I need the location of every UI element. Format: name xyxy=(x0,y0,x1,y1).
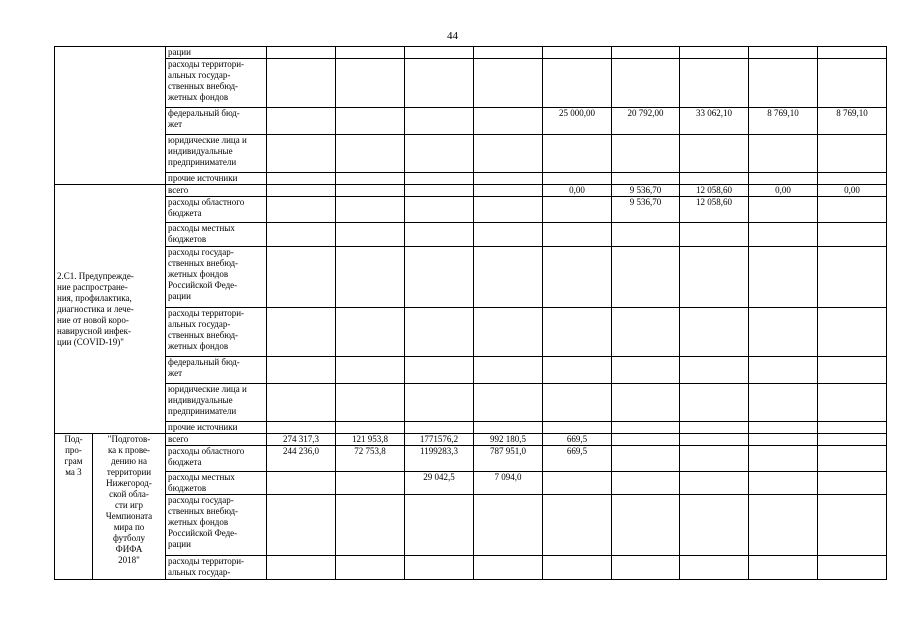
table-row xyxy=(55,422,887,434)
value-cell xyxy=(336,556,405,580)
value-cell xyxy=(680,308,749,357)
value-cell xyxy=(336,108,405,135)
subprogram-name: "Подготов- ка к прове- дению на территории Нижегород- ской обла- сти игр Чемпионата мира по футболу ФИФА 2018" xyxy=(93,434,166,580)
value-cell xyxy=(543,47,612,59)
value-cell xyxy=(267,173,336,185)
value-cell xyxy=(267,357,336,384)
value-cell xyxy=(612,247,680,308)
table-row xyxy=(55,472,887,495)
value-cell xyxy=(818,472,887,495)
value-cell xyxy=(267,185,336,197)
table-row xyxy=(55,47,887,59)
measure-description xyxy=(55,47,166,185)
value-cell: 20 792,00 xyxy=(612,108,680,135)
value-cell xyxy=(749,434,818,446)
value-cell xyxy=(543,495,612,556)
value-cell: 33 062,10 xyxy=(680,108,749,135)
value-cell xyxy=(543,472,612,495)
funding-source-cell: расходы территори- альных государ- xyxy=(166,556,267,580)
funding-source-cell: прочие источники xyxy=(166,173,267,185)
table-row xyxy=(55,197,887,223)
value-cell xyxy=(474,357,543,384)
value-cell: 9 536,70 xyxy=(612,185,680,197)
value-cell xyxy=(543,357,612,384)
value-cell xyxy=(267,308,336,357)
value-cell: 992 180,5 xyxy=(474,434,543,446)
value-cell xyxy=(749,357,818,384)
value-cell xyxy=(405,108,474,135)
value-cell: 669,5 xyxy=(543,446,612,472)
value-cell xyxy=(336,357,405,384)
value-cell xyxy=(405,422,474,434)
value-cell xyxy=(612,446,680,472)
value-cell xyxy=(267,47,336,59)
value-cell xyxy=(818,357,887,384)
value-cell xyxy=(474,47,543,59)
value-cell xyxy=(612,495,680,556)
value-cell xyxy=(818,384,887,422)
value-cell xyxy=(267,556,336,580)
value-cell: 8 769,10 xyxy=(749,108,818,135)
value-cell xyxy=(336,185,405,197)
table-row xyxy=(55,357,887,384)
value-cell xyxy=(474,59,543,108)
value-cell xyxy=(267,223,336,247)
value-cell: 8 769,10 xyxy=(818,108,887,135)
value-cell xyxy=(336,59,405,108)
value-cell: 0,00 xyxy=(543,185,612,197)
value-cell: 274 317,3 xyxy=(267,434,336,446)
table-row xyxy=(55,59,887,108)
table-row xyxy=(55,135,887,173)
value-cell xyxy=(749,495,818,556)
value-cell xyxy=(336,173,405,185)
value-cell xyxy=(474,223,543,247)
value-cell xyxy=(749,472,818,495)
value-cell xyxy=(405,47,474,59)
value-cell xyxy=(680,223,749,247)
value-cell: 1199283,3 xyxy=(405,446,474,472)
funding-source-cell: расходы государ- ственных внебюд- жетных фондов Российской Феде- рации xyxy=(166,247,267,308)
value-cell xyxy=(543,556,612,580)
value-cell xyxy=(474,185,543,197)
value-cell xyxy=(336,308,405,357)
value-cell xyxy=(405,185,474,197)
value-cell xyxy=(818,495,887,556)
value-cell xyxy=(680,472,749,495)
funding-source-cell: расходы территори- альных государ- ственных внебюд- жетных фондов xyxy=(166,308,267,357)
value-cell xyxy=(543,197,612,223)
value-cell xyxy=(680,446,749,472)
value-cell xyxy=(749,247,818,308)
value-cell xyxy=(405,308,474,357)
value-cell xyxy=(680,247,749,308)
value-cell xyxy=(749,556,818,580)
value-cell xyxy=(749,384,818,422)
funding-source-cell: юридические лица и индивидуальные предприниматели xyxy=(166,135,267,173)
value-cell xyxy=(543,308,612,357)
value-cell xyxy=(612,135,680,173)
value-cell: 787 951,0 xyxy=(474,446,543,472)
value-cell xyxy=(543,247,612,308)
table-row xyxy=(55,495,887,556)
value-cell xyxy=(474,384,543,422)
value-cell: 0,00 xyxy=(749,185,818,197)
value-cell xyxy=(680,434,749,446)
value-cell xyxy=(543,135,612,173)
value-cell xyxy=(405,357,474,384)
funding-source-cell: расходы местных бюджетов xyxy=(166,472,267,495)
value-cell: 9 536,70 xyxy=(612,197,680,223)
value-cell xyxy=(543,384,612,422)
value-cell xyxy=(405,495,474,556)
value-cell xyxy=(405,223,474,247)
value-cell xyxy=(818,223,887,247)
value-cell xyxy=(818,422,887,434)
value-cell xyxy=(680,173,749,185)
value-cell xyxy=(474,173,543,185)
value-cell xyxy=(612,173,680,185)
value-cell xyxy=(405,247,474,308)
value-cell xyxy=(336,197,405,223)
value-cell xyxy=(612,472,680,495)
value-cell xyxy=(405,384,474,422)
value-cell xyxy=(267,384,336,422)
value-cell xyxy=(267,422,336,434)
value-cell xyxy=(680,357,749,384)
value-cell xyxy=(612,47,680,59)
value-cell xyxy=(749,173,818,185)
value-cell xyxy=(267,108,336,135)
value-cell xyxy=(336,135,405,173)
value-cell xyxy=(612,434,680,446)
value-cell xyxy=(818,556,887,580)
funding-source-cell: расходы государ- ственных внебюд- жетных фондов Российской Феде- рации xyxy=(166,495,267,556)
value-cell xyxy=(336,472,405,495)
value-cell xyxy=(818,197,887,223)
value-cell xyxy=(680,47,749,59)
value-cell: 0,00 xyxy=(818,185,887,197)
value-cell: 12 058,60 xyxy=(680,197,749,223)
value-cell xyxy=(749,223,818,247)
funding-source-cell: расходы областного бюджета xyxy=(166,197,267,223)
funding-source-cell: расходы местных бюджетов xyxy=(166,223,267,247)
table-row xyxy=(55,446,887,472)
value-cell: 1771576,2 xyxy=(405,434,474,446)
value-cell xyxy=(818,247,887,308)
value-cell xyxy=(612,59,680,108)
value-cell xyxy=(405,173,474,185)
funding-source-cell: федеральный бюд- жет xyxy=(166,108,267,135)
funding-source-cell: юридические лица и индивидуальные предприниматели xyxy=(166,384,267,422)
value-cell xyxy=(749,446,818,472)
value-cell xyxy=(680,422,749,434)
funding-source-cell: федеральный бюд- жет xyxy=(166,357,267,384)
value-cell xyxy=(267,135,336,173)
value-cell xyxy=(612,223,680,247)
value-cell xyxy=(749,135,818,173)
value-cell xyxy=(612,357,680,384)
value-cell: 121 953,8 xyxy=(336,434,405,446)
value-cell xyxy=(543,59,612,108)
value-cell xyxy=(267,59,336,108)
budget-table xyxy=(54,46,887,580)
value-cell: 7 094,0 xyxy=(474,472,543,495)
value-cell xyxy=(749,197,818,223)
value-cell xyxy=(474,422,543,434)
subprogram-label: Под- про- грам ма 3 xyxy=(55,434,93,580)
value-cell xyxy=(405,197,474,223)
table-row xyxy=(55,556,887,580)
value-cell xyxy=(680,59,749,108)
value-cell xyxy=(818,446,887,472)
page-number: 44 xyxy=(447,30,458,42)
value-cell xyxy=(818,308,887,357)
value-cell xyxy=(474,247,543,308)
funding-source-cell: всего xyxy=(166,434,267,446)
value-cell xyxy=(680,384,749,422)
table-row xyxy=(55,223,887,247)
value-cell xyxy=(818,59,887,108)
value-cell xyxy=(612,308,680,357)
value-cell: 244 236,0 xyxy=(267,446,336,472)
value-cell xyxy=(336,223,405,247)
value-cell xyxy=(749,422,818,434)
value-cell xyxy=(612,556,680,580)
table-row xyxy=(55,108,887,135)
value-cell xyxy=(474,108,543,135)
value-cell xyxy=(612,384,680,422)
table-row xyxy=(55,247,887,308)
value-cell xyxy=(749,59,818,108)
value-cell xyxy=(680,135,749,173)
value-cell xyxy=(474,556,543,580)
value-cell xyxy=(543,422,612,434)
value-cell xyxy=(405,135,474,173)
value-cell xyxy=(543,173,612,185)
funding-source-cell: прочие источники xyxy=(166,422,267,434)
value-cell xyxy=(818,135,887,173)
value-cell xyxy=(612,422,680,434)
funding-source-cell: расходы территори- альных государ- ственных внебюд- жетных фондов xyxy=(166,59,267,108)
value-cell: 669,5 xyxy=(543,434,612,446)
value-cell xyxy=(267,197,336,223)
table-row xyxy=(55,434,887,446)
value-cell xyxy=(818,47,887,59)
measure-description: 2.С1. Предупрежде- ние распростране- ния, профилактика, диагностика и лече- ние от новой коро- навирусной инфек- ции (COVID-19)" xyxy=(55,185,166,434)
value-cell xyxy=(336,422,405,434)
value-cell xyxy=(405,59,474,108)
funding-source-cell: рации xyxy=(166,47,267,59)
table-row xyxy=(55,173,887,185)
value-cell: 72 753,8 xyxy=(336,446,405,472)
value-cell xyxy=(336,384,405,422)
table-row xyxy=(55,308,887,357)
value-cell xyxy=(818,173,887,185)
value-cell xyxy=(267,495,336,556)
value-cell xyxy=(474,308,543,357)
table-row xyxy=(55,384,887,422)
table-row xyxy=(55,185,887,197)
value-cell xyxy=(267,247,336,308)
value-cell xyxy=(405,556,474,580)
value-cell xyxy=(336,47,405,59)
value-cell xyxy=(680,556,749,580)
value-cell xyxy=(749,47,818,59)
value-cell: 12 058,60 xyxy=(680,185,749,197)
value-cell: 25 000,00 xyxy=(543,108,612,135)
value-cell xyxy=(336,247,405,308)
value-cell xyxy=(818,434,887,446)
value-cell xyxy=(267,472,336,495)
value-cell xyxy=(336,495,405,556)
value-cell xyxy=(543,223,612,247)
value-cell xyxy=(680,495,749,556)
value-cell xyxy=(474,495,543,556)
value-cell xyxy=(474,197,543,223)
funding-source-cell: всего xyxy=(166,185,267,197)
value-cell: 29 042,5 xyxy=(405,472,474,495)
funding-source-cell: расходы областного бюджета xyxy=(166,446,267,472)
value-cell xyxy=(474,135,543,173)
value-cell xyxy=(749,308,818,357)
